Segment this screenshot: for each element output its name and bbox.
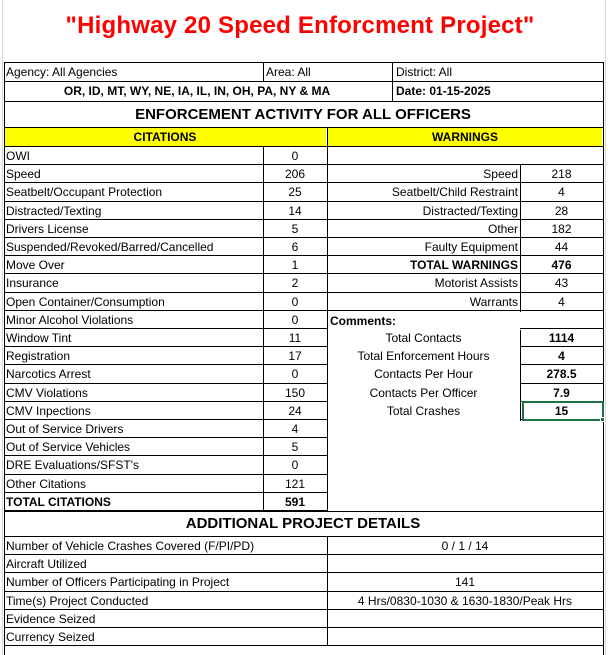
warning-label[interactable]: Faulty Equipment: [424, 240, 518, 254]
warning-value[interactable]: 28: [554, 203, 569, 218]
total-citations-label[interactable]: TOTAL CITATIONS: [6, 494, 111, 509]
warning-label[interactable]: TOTAL WARNINGS: [410, 258, 518, 273]
grid-line: [4, 292, 327, 293]
citation-value[interactable]: 6: [291, 240, 299, 254]
grid-line: [4, 201, 327, 202]
detail-label[interactable]: Number of Vehicle Crashes Covered (F/PI/PD): [6, 539, 255, 553]
citation-label[interactable]: CMV Violations: [6, 385, 88, 400]
grid-line: [4, 81, 603, 82]
grid-line: [4, 164, 327, 165]
comment-label[interactable]: Contacts Per Officer: [369, 385, 478, 400]
citation-label[interactable]: Registration: [6, 349, 71, 364]
detail-label[interactable]: Evidence Seized: [6, 611, 96, 626]
sheet-gridline: [2, 0, 3, 655]
grid-line: [327, 273, 603, 274]
detail-label[interactable]: Number of Officers Participating in Project: [6, 575, 230, 590]
citation-value[interactable]: 4: [291, 422, 299, 436]
grid-line: [4, 609, 603, 610]
grid-line: [4, 645, 603, 646]
citation-value[interactable]: 0: [291, 458, 299, 473]
detail-value[interactable]: 0 / 1 / 14: [441, 539, 489, 553]
grid-line: [327, 237, 603, 238]
grid-line: [327, 164, 603, 165]
comment-value[interactable]: 4: [558, 349, 565, 364]
grid-line: [4, 554, 603, 555]
detail-value[interactable]: [328, 610, 602, 628]
warning-value[interactable]: 4: [558, 294, 565, 309]
grid-line: [327, 536, 328, 646]
comment-value[interactable]: 278.5: [546, 367, 577, 382]
citation-label[interactable]: CMV Inpections: [6, 403, 91, 418]
comment-value[interactable]: 1114: [548, 331, 575, 345]
comment-label[interactable]: Contacts Per Hour: [374, 367, 473, 382]
grid-line: [327, 201, 603, 202]
warning-label[interactable]: Seatbelt/Child Restraint: [391, 185, 518, 200]
grid-line: [4, 627, 603, 628]
grid-line: [327, 310, 603, 311]
grid-line: [4, 419, 327, 420]
warning-label[interactable]: Motorist Assists: [434, 276, 518, 291]
grid-line: [327, 292, 603, 293]
citation-value[interactable]: 25: [288, 185, 302, 200]
citation-label[interactable]: Suspended/Revoked/Barred/Cancelled: [6, 240, 214, 254]
grid-line: [4, 511, 603, 512]
grid-line: [4, 219, 327, 220]
citation-value[interactable]: 0: [291, 294, 299, 309]
citation-value[interactable]: 206: [284, 167, 306, 182]
grid-line: [4, 492, 327, 493]
comment-value[interactable]: 7.9: [553, 385, 570, 400]
grid-line: [520, 330, 521, 421]
citation-label[interactable]: Window Tint: [6, 331, 72, 345]
grid-line: [4, 101, 603, 102]
citation-value[interactable]: 0: [291, 367, 299, 382]
grid-line: [4, 455, 327, 456]
grid-line: [327, 219, 603, 220]
report-title: "Highway 20 Speed Enforcment Project": [65, 12, 535, 39]
warning-label[interactable]: Distracted/Texting: [422, 203, 518, 218]
citation-value[interactable]: 0: [291, 312, 299, 327]
warning-value[interactable]: 4: [558, 185, 565, 200]
grid-line: [263, 62, 264, 81]
citation-label[interactable]: Move Over: [6, 258, 65, 273]
detail-value[interactable]: 4 Hrs/0830-1030 & 1630-1830/Peak Hrs: [357, 593, 573, 608]
citation-label[interactable]: Insurance: [6, 276, 59, 291]
grid-line: [4, 237, 327, 238]
area-cell[interactable]: Area: All: [266, 65, 311, 79]
grid-line: [4, 536, 603, 537]
date-cell[interactable]: Date: 01-15-2025: [396, 84, 491, 98]
detail-label[interactable]: Time(s) Project Conducted: [6, 593, 149, 608]
citation-value[interactable]: 121: [284, 476, 306, 491]
citation-value[interactable]: 5: [291, 221, 299, 236]
grid-line: [263, 146, 264, 511]
comment-label[interactable]: Total Enforcement Hours: [357, 349, 490, 364]
citation-label[interactable]: Open Container/Consumption: [6, 294, 165, 309]
citation-label[interactable]: DRE Evaluations/SFST's: [6, 458, 140, 473]
citation-value[interactable]: 11: [288, 331, 302, 345]
grid-line: [4, 62, 603, 63]
citation-value[interactable]: 17: [288, 349, 302, 364]
grid-line: [4, 383, 327, 384]
warnings-header[interactable]: WARNINGS: [328, 128, 602, 146]
selected-cell-outline[interactable]: [522, 401, 604, 421]
grid-line: [4, 273, 327, 274]
grid-line: [4, 62, 5, 655]
detail-value[interactable]: [328, 555, 602, 573]
grid-line: [603, 62, 604, 655]
grid-line: [4, 364, 327, 365]
grid-line: [327, 182, 603, 183]
citation-label[interactable]: Seatbelt/Occupant Protection: [6, 185, 163, 200]
citation-value[interactable]: 150: [284, 385, 306, 400]
comment-value[interactable]: 15: [554, 403, 569, 418]
citation-value[interactable]: 24: [288, 403, 302, 418]
citation-value[interactable]: 0: [291, 149, 299, 163]
grid-line: [4, 310, 327, 311]
grid-line: [520, 383, 603, 384]
section-title: ENFORCEMENT ACTIVITY FOR ALL OFFICERS: [135, 106, 471, 123]
grid-line: [327, 127, 328, 511]
states-cell[interactable]: OR, ID, MT, WY, NE, IA, IL, IN, OH, PA, NY & MA: [63, 84, 331, 98]
warning-value[interactable]: 182: [551, 221, 572, 236]
citation-value[interactable]: 5: [291, 440, 299, 455]
grid-line: [327, 255, 603, 256]
warning-label[interactable]: Other: [487, 221, 518, 236]
citation-label[interactable]: Minor Alcohol Violations: [6, 312, 134, 327]
total-citations-value[interactable]: 591: [284, 494, 306, 509]
warning-value[interactable]: 44: [554, 240, 569, 254]
citation-label[interactable]: Other Citations: [6, 476, 87, 491]
citation-value[interactable]: 1: [291, 258, 299, 273]
warning-value[interactable]: 476: [551, 258, 572, 273]
sheet-gridline: [605, 0, 606, 655]
detail-label[interactable]: Currency Seized: [6, 630, 95, 644]
grid-line: [4, 346, 327, 347]
grid-line: [520, 346, 603, 347]
citation-label[interactable]: Out of Service Drivers: [6, 422, 124, 436]
grid-line: [4, 437, 327, 438]
warning-label[interactable]: Speed: [483, 167, 518, 182]
grid-line: [4, 328, 327, 329]
citation-label[interactable]: Narcotics Arrest: [6, 367, 91, 382]
grid-line: [4, 401, 327, 402]
detail-value[interactable]: [328, 628, 602, 646]
citations-header[interactable]: CITATIONS: [4, 128, 326, 146]
grid-line: [4, 572, 603, 573]
warning-value[interactable]: 43: [554, 276, 569, 291]
citation-label[interactable]: Out of Service Vehicles: [6, 440, 131, 455]
agency-cell[interactable]: Agency: All Agencies: [6, 65, 118, 79]
grid-line: [520, 328, 603, 329]
grid-line: [4, 474, 327, 475]
citation-label[interactable]: Distracted/Texting: [6, 203, 102, 218]
district-cell[interactable]: District: All: [396, 65, 453, 79]
grid-line: [4, 591, 603, 592]
fill-handle[interactable]: [600, 417, 605, 422]
comment-label[interactable]: Total Contacts: [385, 331, 462, 345]
grid-line: [392, 62, 393, 101]
grid-line: [520, 164, 521, 312]
citation-label[interactable]: Drivers License: [6, 221, 89, 236]
warning-label[interactable]: Warrants: [469, 294, 518, 309]
grid-line: [4, 127, 603, 128]
additional-title: ADDITIONAL PROJECT DETAILS: [185, 515, 421, 532]
grid-line: [4, 255, 327, 256]
citation-value[interactable]: 2: [291, 276, 299, 291]
citation-value[interactable]: 14: [288, 203, 302, 218]
grid-line: [4, 182, 327, 183]
comments-label[interactable]: Comments:: [330, 314, 397, 328]
citation-label[interactable]: OWI: [6, 149, 30, 163]
comment-label[interactable]: Total Crashes: [386, 403, 461, 418]
warning-value[interactable]: 218: [551, 167, 572, 182]
detail-label[interactable]: Aircraft Utilized: [6, 557, 87, 572]
citation-label[interactable]: Speed: [6, 167, 41, 182]
grid-line: [4, 146, 327, 147]
grid-line: [520, 364, 603, 365]
detail-value[interactable]: 141: [454, 575, 476, 590]
